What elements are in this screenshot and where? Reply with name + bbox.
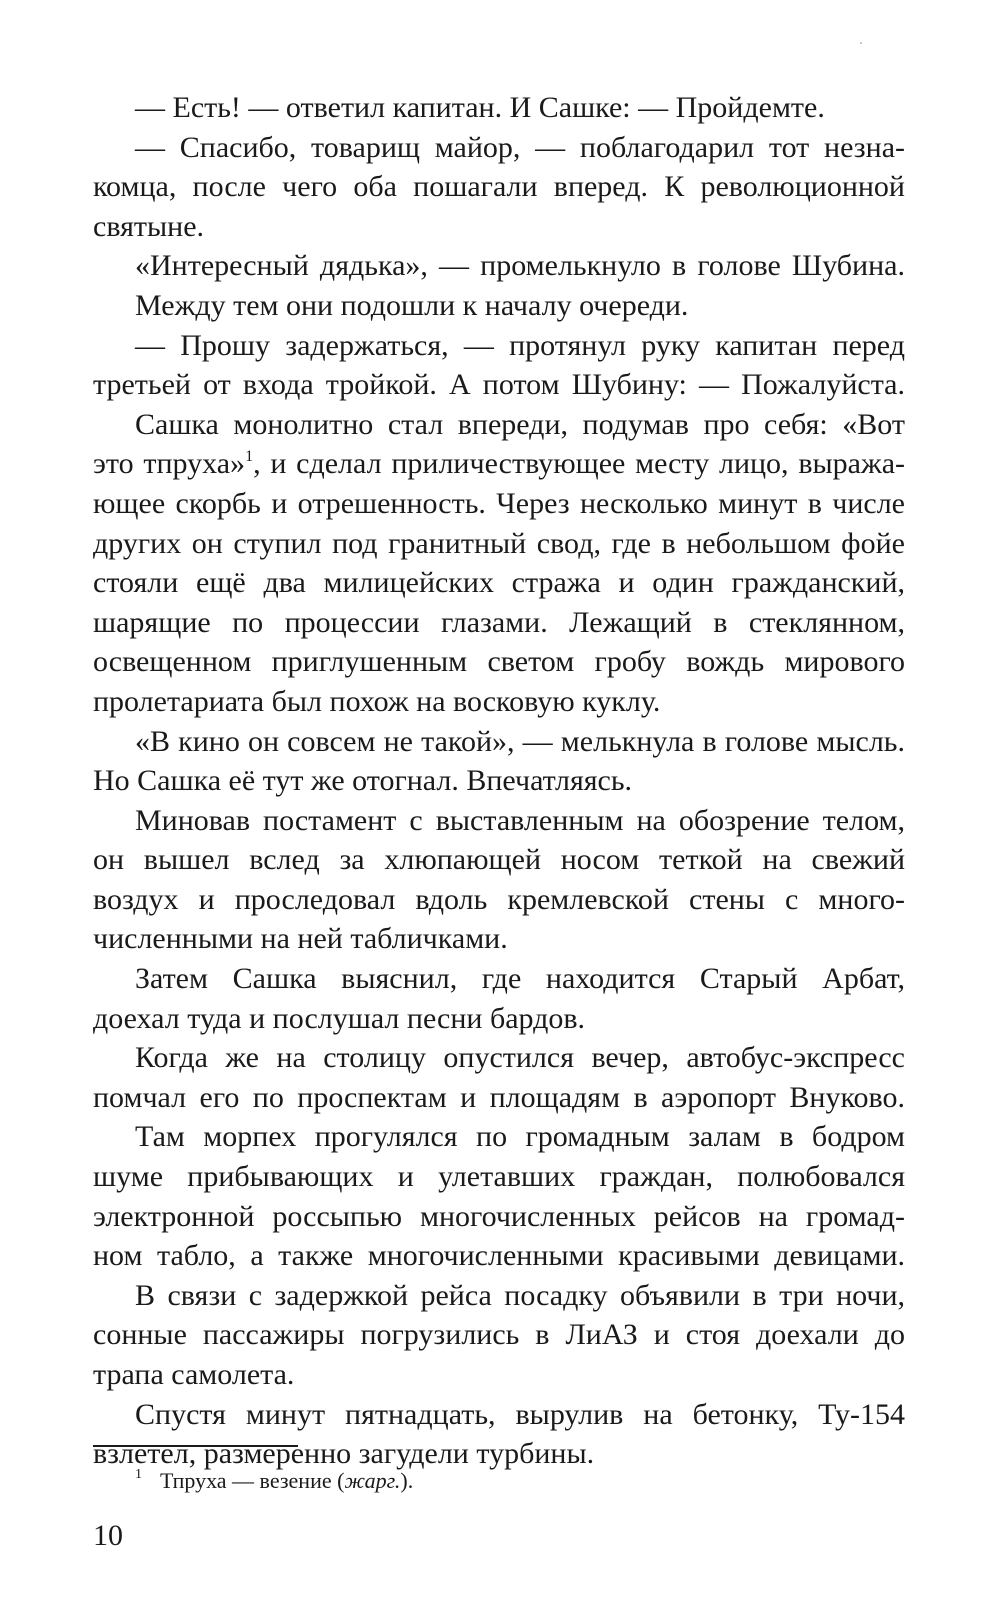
text-line: Затем Сашка выяснил, где находится Старый Арбат, bbox=[135, 962, 905, 996]
text-line: комца, после чего оба пошагали вперед. К революционной bbox=[93, 170, 905, 204]
text-line: Спустя минут пятнадцать, вырулив на бетонку, Ту-154 bbox=[135, 1397, 905, 1431]
text-line: Между тем они подошли к началу очереди. bbox=[135, 288, 689, 322]
text-line: Когда же на столицу опустился вечер, автобус-экспресс bbox=[135, 1041, 905, 1075]
text-line: третьей от входа тройкой. А потом Шубину: — Пожалуйста. bbox=[93, 368, 905, 402]
footnote-divider bbox=[93, 1445, 298, 1447]
text-line: ном табло, а также многочисленными красивыми девицами. bbox=[93, 1239, 905, 1273]
text-line: других он ступил под гранитный свод, где в небольшом фойе bbox=[93, 526, 905, 560]
text-line: шуме прибывающих и улетавших граждан, полюбовался bbox=[93, 1160, 905, 1194]
text-line: стояли ещё два милицейских стража и один гражданский, bbox=[93, 566, 905, 600]
scan-speck bbox=[860, 42, 862, 44]
text-line: «Интересный дядька», — промелькнуло в голове Шубина. bbox=[135, 249, 905, 283]
text-line: Миновав постамент с выставленным на обозрение телом, bbox=[135, 803, 905, 837]
footnote-text-italic: жарг. bbox=[344, 1468, 401, 1493]
text-segment: это тпруха» bbox=[93, 447, 246, 481]
footnote-number: 1 bbox=[135, 1467, 142, 1482]
text-line: «В кино он совсем не такой», — мелькнула в голове мысль. bbox=[135, 724, 905, 758]
text-line: взлетел, размеренно загудели турбины. bbox=[93, 1437, 595, 1471]
text-line: — Есть! — ответил капитан. И Сашке: — Пройдемте. bbox=[135, 91, 825, 124]
page-number: 10 bbox=[93, 1519, 123, 1552]
text-line: Но Сашка её тут же отогнал. Впечатляясь. bbox=[93, 764, 633, 798]
body-text bbox=[93, 88, 905, 1474]
footnote bbox=[135, 1460, 413, 1496]
text-line: пролетариата был похож на восковую куклу. bbox=[93, 684, 661, 718]
footnote-text: Тпруха — везение ( bbox=[160, 1468, 345, 1493]
text-line: — Прошу задержаться, — протянул руку капитан перед bbox=[135, 328, 905, 362]
text-line: шарящие по процессии глазами. Лежащий в стеклянном, bbox=[93, 605, 905, 639]
text-line: Сашка монолитно стал впереди, подумав про себя: «Вот bbox=[135, 407, 905, 441]
text-line: Там морпех прогулялся по громадным залам в бодром bbox=[135, 1120, 905, 1154]
text-line: доехал туда и послушал песни бардов. bbox=[93, 1001, 586, 1035]
text-line: сонные пассажиры погрузились в ЛиАЗ и стоя доехали до bbox=[93, 1318, 905, 1352]
text-line: численными на ней табличками. bbox=[93, 922, 508, 956]
text-line-with-footnote-ref bbox=[93, 444, 905, 484]
text-line: святыне. bbox=[93, 209, 205, 243]
text-segment: , и сделал приличествующее месту лицо, выража- bbox=[253, 447, 905, 481]
text-line: трапа самолета. bbox=[93, 1358, 295, 1391]
text-line: освещенном приглушенным светом гробу вождь мирового bbox=[93, 645, 905, 679]
text-line: он вышел вслед за хлюпающей носом теткой на свежий bbox=[93, 843, 905, 877]
text-line: ющее скорбь и отрешенность. Через несколько минут в числе bbox=[93, 486, 905, 520]
text-line: — Спасибо, товарищ майор, — поблагодарил тот незна- bbox=[135, 130, 905, 164]
text-line: электронной россыпью многочисленных рейсов на громад- bbox=[93, 1199, 905, 1233]
footnote-ref: 1 bbox=[245, 448, 254, 466]
text-line: В связи с задержкой рейса посадку объявили в три ночи, bbox=[135, 1278, 905, 1312]
text-line: воздух и проследовал вдоль кремлевской стены с много- bbox=[93, 882, 905, 916]
footnote-text: ). bbox=[400, 1468, 414, 1493]
text-line: помчал его по проспектам и площадям в аэропорт Внуково. bbox=[93, 1080, 905, 1114]
